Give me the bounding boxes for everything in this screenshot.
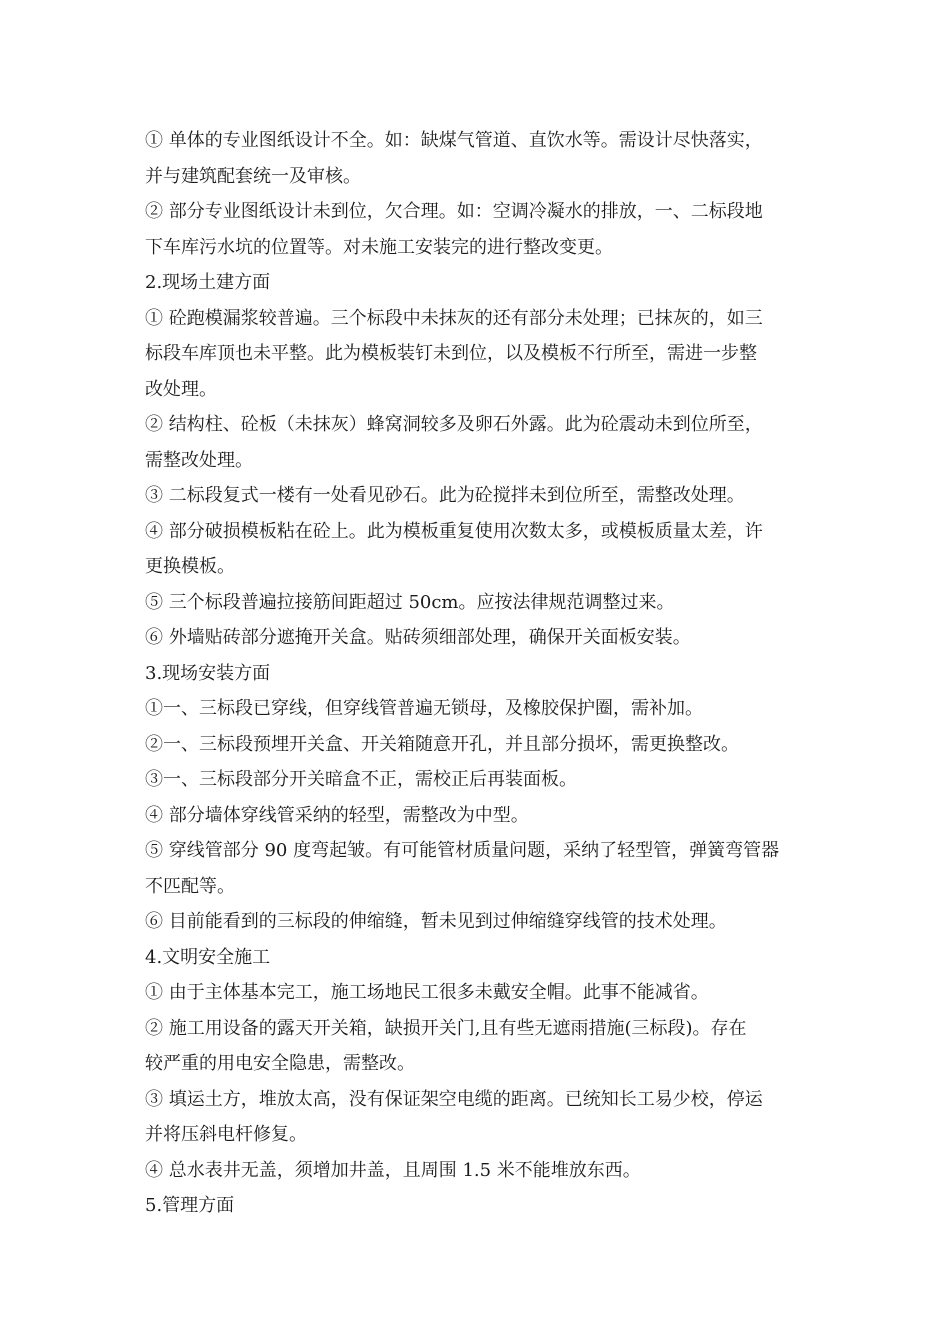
- text-line: 改处理。: [145, 378, 217, 400]
- text-line: 需整改处理。: [145, 449, 253, 471]
- text-line: ⑥ 目前能看到的三标段的伸缩缝，暂未见到过伸缩缝穿线管的技术处理。: [145, 911, 727, 932]
- text-line: ④ 总水表井无盖，须增加井盖，且周围 1.5 米不能堆放东西。: [145, 1159, 641, 1181]
- text-line: ⑥ 外墙贴砖部分遮掩开关盒。贴砖须细部处理，确保开关面板安装。: [145, 627, 691, 648]
- text-line: ② 部分专业图纸设计未到位，欠合理。如：空调冷凝水的排放，一、二标段地: [145, 201, 763, 222]
- text-line: 并与建筑配套统一及审核。: [145, 165, 361, 187]
- text-line: 下车库污水坑的位置等。对未施工安装完的进行整改变更。: [145, 236, 613, 258]
- text-line: ② 结构柱、砼板（未抹灰）蜂窝洞较多及卵石外露。此为砼震动未到位所至，: [145, 414, 763, 435]
- text-line: 并将压斜电杆修复。: [145, 1124, 307, 1145]
- section-heading: 2.现场土建方面: [145, 272, 271, 293]
- text-line: ① 单体的专业图纸设计不全。如：缺煤气管道、直饮水等。需设计尽快落实，: [145, 130, 763, 151]
- section-heading: 5.管理方面: [145, 1195, 235, 1216]
- text-line: ① 砼跑模漏浆较普遍。三个标段中未抹灰的还有部分未处理；已抹灰的，如三: [145, 307, 763, 329]
- text-line: ④ 部分破损模板粘在砼上。此为模板重复使用次数太多，或模板质量太差，许: [145, 520, 763, 542]
- text-line: ②一、三标段预埋开关盒、开关箱随意开孔，并且部分损坏，需更换整改。: [145, 733, 739, 755]
- text-line: ⑤ 三个标段普遍拉接筋间距超过 50cm。应按法律规范调整过来。: [145, 591, 675, 613]
- text-line: ② 施工用设备的露天开关箱，缺损开关门,且有些无遮雨措施(三标段)。存在: [145, 1017, 747, 1039]
- text-line: ① 由于主体基本完工，施工场地民工很多未戴安全帽。此事不能减省。: [145, 982, 709, 1003]
- section-heading: 3.现场安装方面: [145, 662, 271, 684]
- document-body: [145, 123, 817, 1224]
- text-line: 不匹配等。: [145, 875, 235, 897]
- text-line: ⑤ 穿线管部分 90 度弯起皱。有可能管材质量问题，采纳了轻型管，弹簧弯管器: [145, 840, 780, 861]
- text-line: 标段车库顶也未平整。此为模板装钉未到位，以及模板不行所至，需进一步整: [145, 343, 757, 364]
- section-heading: 4.文明安全施工: [145, 946, 271, 968]
- text-line: 较严重的用电安全隐患，需整改。: [145, 1053, 415, 1074]
- text-line: ①一、三标段已穿线，但穿线管普遍无锁母，及橡胶保护圈，需补加。: [145, 698, 703, 719]
- text-line: ③ 填运土方，堆放太高，没有保证架空电缆的距离。已统知长工易少校，停运: [145, 1088, 763, 1110]
- text-line: ④ 部分墙体穿线管采纳的轻型，需整改为中型。: [145, 804, 529, 826]
- text-line: ③ 二标段复式一楼有一处看见砂石。此为砼搅拌未到位所至，需整改处理。: [145, 485, 745, 506]
- text-line: ③一、三标段部分开关暗盒不正，需校正后再装面板。: [145, 769, 577, 790]
- text-line: 更换模板。: [145, 556, 235, 577]
